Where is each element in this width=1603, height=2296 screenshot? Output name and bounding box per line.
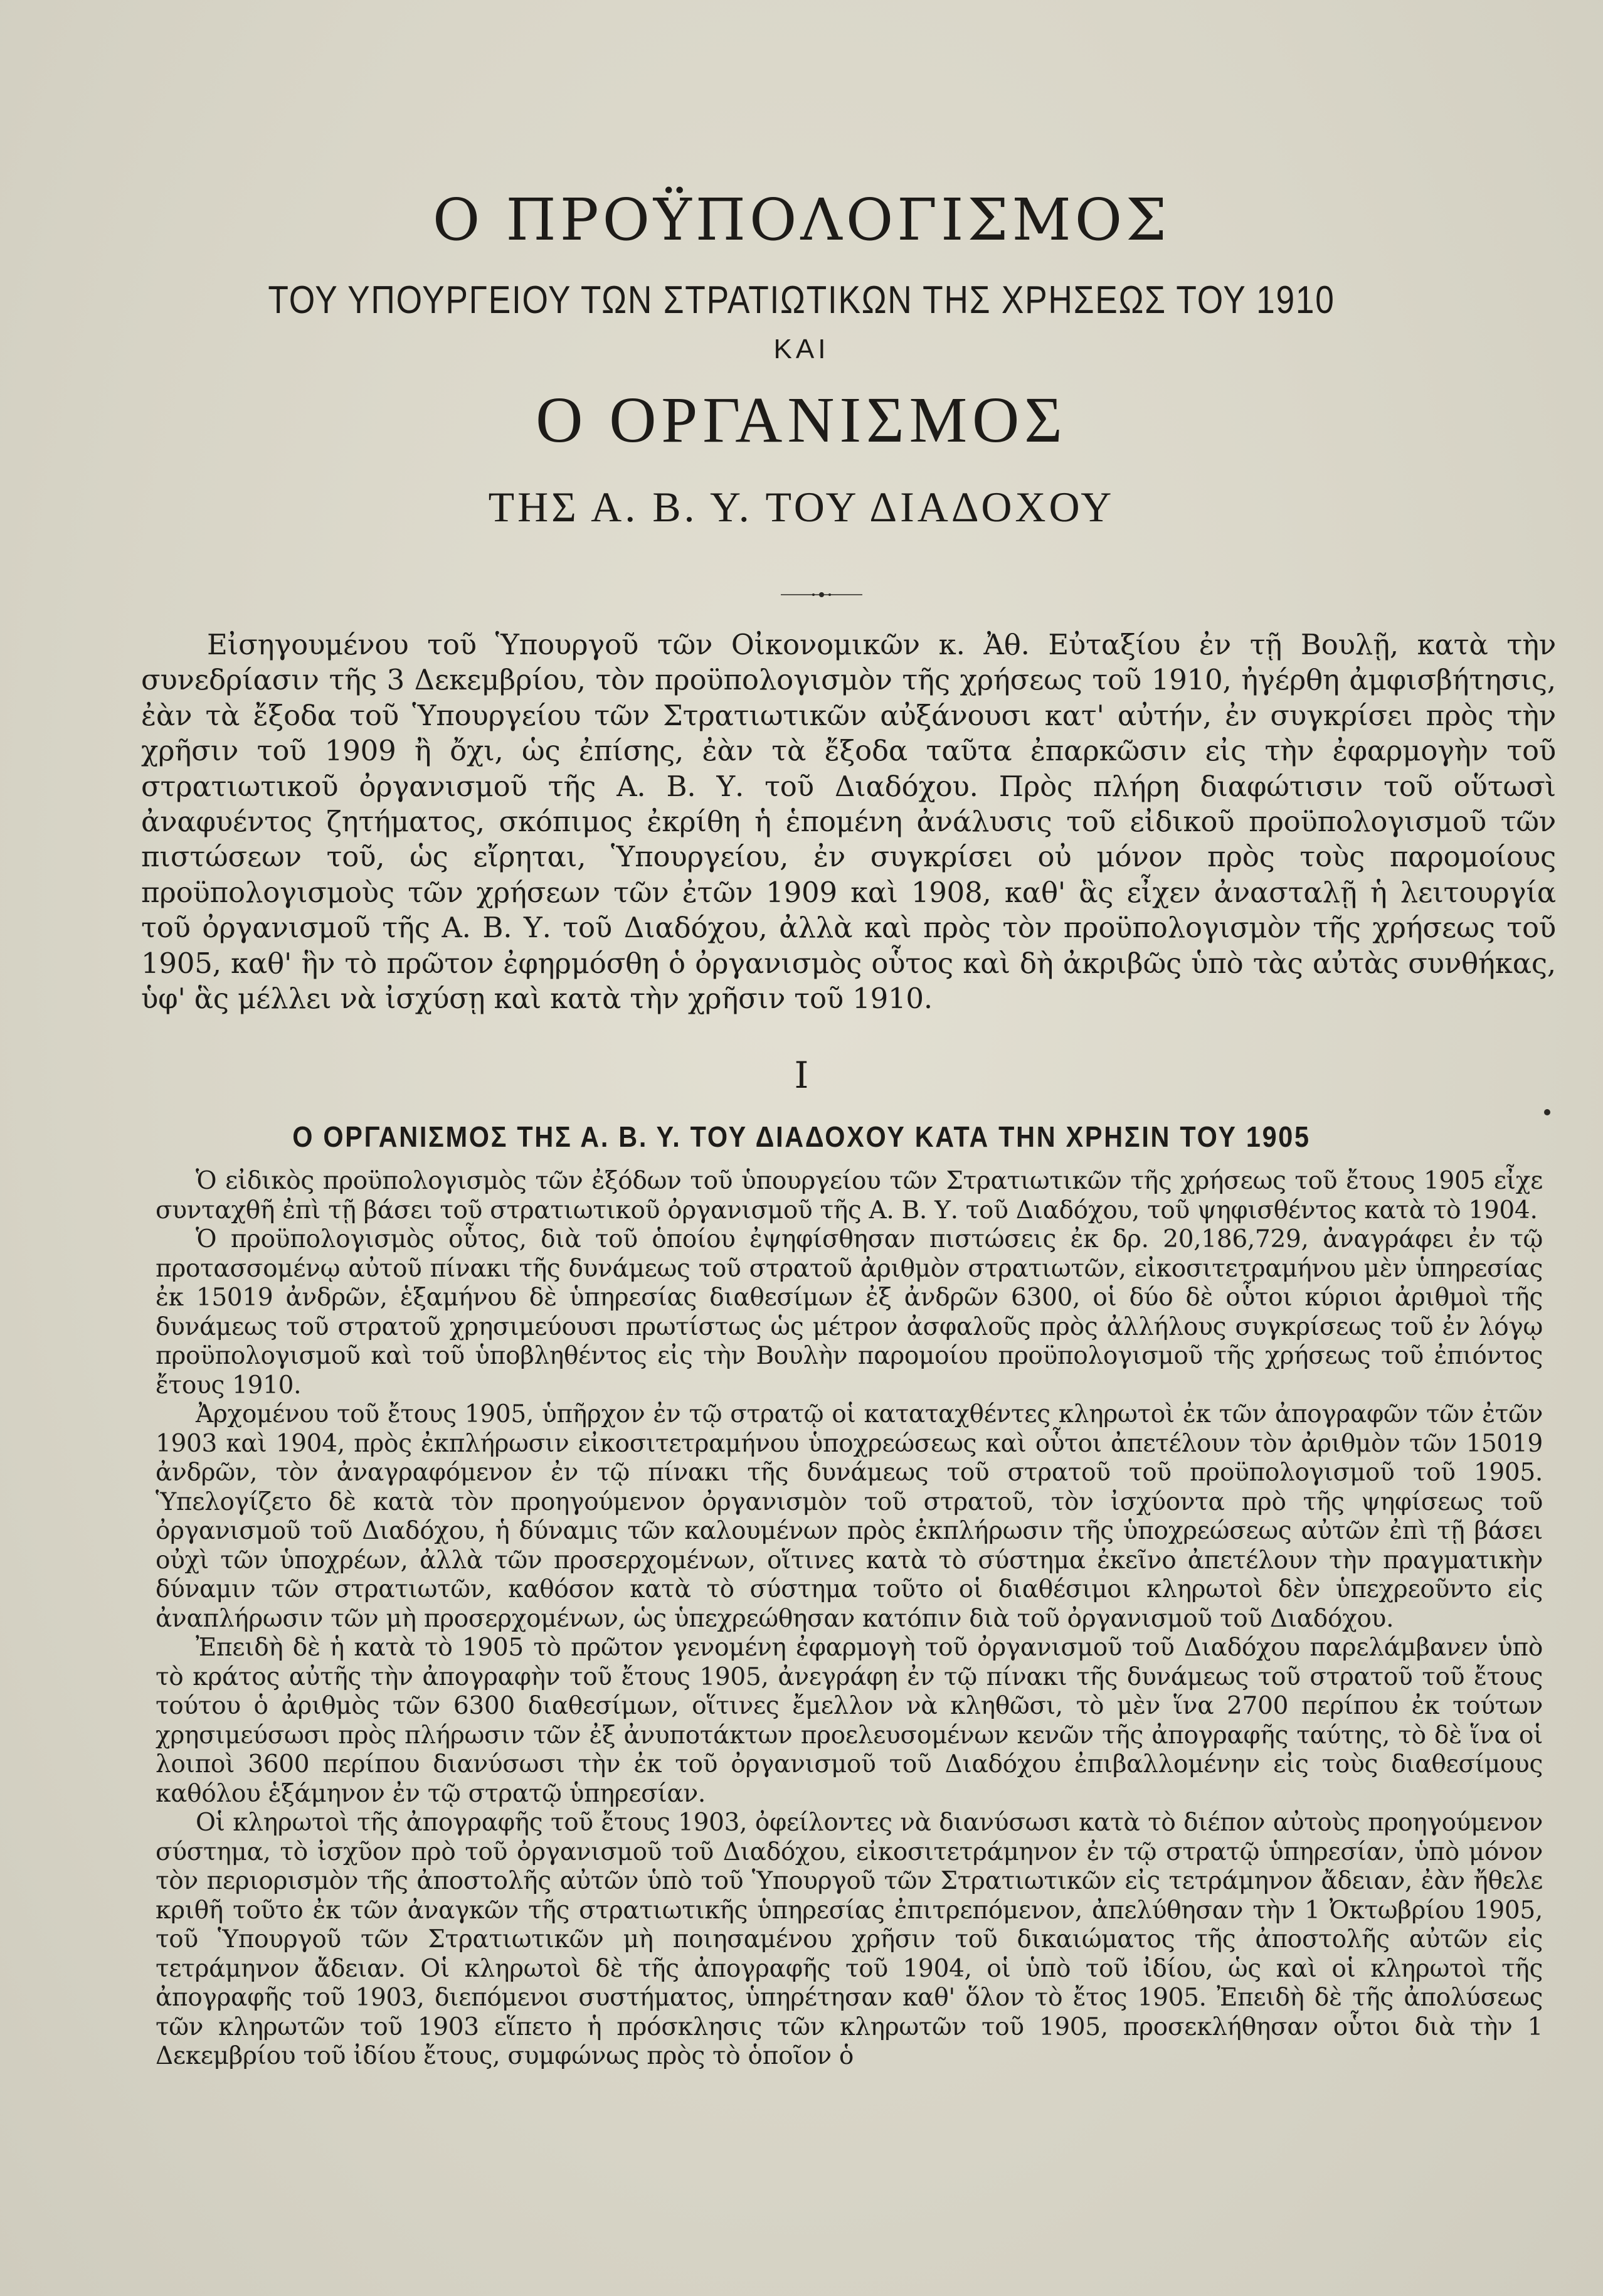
ornament-divider bbox=[781, 590, 862, 600]
section-heading: Ο ΟΡΓΑΝΙΣΜΟΣ ΤΗΣ Α. Β. Υ. ΤΟΥ ΔΙΑΔΟΧΟΥ ΚΑΤΑ ΤΗΝ ΧΡΗΣΙΝ ΤΟΥ 1905 bbox=[292, 1120, 1311, 1153]
second-subtitle: ΤΗΣ Α. Β. Υ. ΤΟΥ ΔΙΑΔΟΧΟΥ bbox=[488, 483, 1115, 531]
second-title: Ο ΟΡΓΑΝΙΣΜΟΣ bbox=[536, 384, 1067, 457]
main-title: Ο ΠΡΟΫΠΟΛΟΓΙΣΜΟΣ bbox=[432, 186, 1171, 253]
section-body bbox=[156, 1167, 1543, 2071]
paragraph: Ἀρχομένου τοῦ ἔτους 1905, ὑπῆρχον ἐν τῷ στρατῷ οἱ καταταχθέντες κληρωτοὶ ἐκ τῶν ἀπογραφῶν τῶν ἐτῶν 1903 καὶ 1904, πρὸς ἐκπλήρωσιν εἰκοσιτετραμήνου ὑποχρεώσεως καὶ οὗτοι ἀπετέλουν τὸν ἀριθμὸν τῶν 15019 ἀνδρῶν, τὸν ἀναγραφόμενον ἐν τῷ πίνακι τῆς δυνάμεως τοῦ στρατοῦ τοῦ προϋπολογισμοῦ τοῦ 1905. Ὑπελογίζετο δὲ κατὰ τὸν προηγούμενον ὀργανισμὸν τοῦ στρατοῦ, τὸν ἰσχύοντα πρὸ τῆς ψηφίσεως τοῦ ὀργανισμοῦ τοῦ Διαδόχου, ἡ δύναμις τῶν καλουμένων πρὸς ἐκπλήρωσιν τῆς ὑποχρεώσεως αὐτῶν ἐπὶ τῇ βάσει οὐχὶ τῶν ὑποχρέων, ἀλλὰ τῶν προσερχομένων, οἵτινες κατὰ τὸ σύστημα ἐκεῖνο ἀπετέλουν τὴν πραγματικὴν δύναμιν τῶν στρατιωτῶν, καθόσον κατὰ τὸ σύστημα τοῦτο οἱ διαθέσιμοι κληρωτοὶ δὲν ὑπεχρεοῦντο εἰς ἀναπλήρωσιν τῶν μὴ προσερχομένων, ὡς ὑπεχρεώθησαν κατόπιν διὰ τοῦ ὀργανισμοῦ τοῦ Διαδόχου. bbox=[156, 1400, 1543, 1633]
paragraph: Ἐπειδὴ δὲ ἡ κατὰ τὸ 1905 τὸ πρῶτον γενομένη ἐφαρμογὴ τοῦ ὀργανισμοῦ τοῦ Διαδόχου παρελάμβανεν ὑπὸ τὸ κράτος αὐτῆς τὴν ἀπογραφὴν τοῦ ἔτους 1905, ἀνεγράφη ἐν τῷ πίνακι τῆς δυνάμεως τοῦ στρατοῦ τοῦ ἔτους τούτου ὁ ἀριθμὸς τῶν 6300 διαθεσίμων, οἵτινες ἔμελλον νὰ κληθῶσι, τὸ μὲν ἵνα 2700 περίπου ἐκ τούτων χρησιμεύσωσι πρὸς πλήρωσιν τῶν ἐξ ἀνυποτάκτων προελευσομένων κενῶν τῆς ἀπογραφῆς ταύτης, τὸ δὲ ἵνα οἱ λοιποὶ 3600 περίπου διανύσωσι τὴν ἐκ τοῦ ὀργανισμοῦ τοῦ Διαδόχου ἐπιβαλλομένην εἰς τοὺς διαθεσίμους καθόλου ἑξάμηνον ἐν τῷ στρατῷ ὑπηρεσίαν. bbox=[156, 1634, 1543, 1808]
subtitle: ΤΟΥ ΥΠΟΥΡΓΕΙΟΥ ΤΩΝ ΣΤΡΑΤΙΩΤΙΚΩΝ ΤΗΣ ΧΡΗΣΕΩΣ ΤΟΥ 1910 bbox=[268, 279, 1335, 322]
intro-paragraph: Εἰσηγουμένου τοῦ Ὑπουργοῦ τῶν Οἰκονομικῶν κ. Ἀθ. Εὐταξίου ἐν τῇ Βουλῇ, κατὰ τὴν συνεδρίασιν τῆς 3 Δεκεμβρίου, τὸν προϋπολογισμὸν τῆς χρήσεως τοῦ 1910, ἠγέρθη ἀμφισβήτησις, ἐὰν τὰ ἔξοδα τοῦ Ὑπουργείου τῶν Στρατιωτικῶν αὐξάνουσι κατ' αὐτήν, ἐν συγκρίσει πρὸς τὴν χρῆσιν τοῦ 1909 ἢ ὄχι, ὡς ἐπίσης, ἐὰν τὰ ἔξοδα ταῦτα ἐπαρκῶσιν εἰς τὴν ἐφαρμογὴν τοῦ στρατιωτικοῦ ὀργανισμοῦ τῆς Α. Β. Υ. τοῦ Διαδόχου. Πρὸς πλήρη διαφώτισιν τοῦ οὕτωσὶ ἀναφυέντος ζητήματος, σκόπιμος ἐκρίθη ἡ ἑπομένη ἀνάλυσις τοῦ εἰδικοῦ προϋπολογισμοῦ τῶν πιστώσεων τοῦ, ὡς εἴρηται, Ὑπουργείου, ἐν συγκρίσει οὐ μόνον πρὸς τοὺς παρομοίους προϋπολογισμοὺς τῶν χρήσεων τῶν ἐτῶν 1909 καὶ 1908, καθ' ἃς εἶχεν ἀνασταλῇ ἡ λειτουργία τοῦ ὀργανισμοῦ τῆς Α. Β. Υ. τοῦ Διαδόχου, ἀλλὰ καὶ πρὸς τὸν προϋπολογισμὸν τῆς χρήσεως τοῦ 1905, καθ' ἣν τὸ πρῶτον ἐφηρμόσθη ὁ ὀργανισμὸς οὗτος καὶ δὴ ἀκριβῶς ὑπὸ τὰς αὐτὰς συνθήκας, ὑφ' ἃς μέλλει νὰ ἰσχύσῃ καὶ κατὰ τὴν χρῆσιν τοῦ 1910. bbox=[141, 628, 1556, 1016]
section-numeral: I bbox=[794, 1054, 809, 1097]
paragraph: Ὁ προϋπολογισμὸς οὗτος, διὰ τοῦ ὁποίου ἐψηφίσθησαν πιστώσεις ἐκ δρ. 20,186,729, ἀναγράφει ἐν τῷ προτασσομένῳ αὐτοῦ πίνακι τῆς δυνάμεως τοῦ στρατοῦ ἀριθμὸν στρατιωτῶν, εἰκοσιτετραμήνου μὲν ὑπηρεσίας ἐκ 15019 ἀνδρῶν, ἑξαμήνου δὲ ὑπηρεσίας διαθεσίμων ἐξ ἀνδρῶν 6300, οἱ δύο δὲ οὗτοι κύριοι ἀριθμοὶ τῆς δυνάμεως τοῦ στρατοῦ χρησιμεύουσι πρωτίστως ὡς μέτρον ἀσφαλοῦς πρὸς ἀλλήλους συγκρίσεως τοῦ ἐν λόγῳ προϋπολογισμοῦ καὶ τοῦ ὑποβληθέντος εἰς τὴν Βουλὴν παρομοίου προϋπολογισμοῦ τῆς χρήσεως τοῦ ἐπιόντος ἔτους 1910. bbox=[156, 1225, 1543, 1400]
paragraph: Οἱ κληρωτοὶ τῆς ἀπογραφῆς τοῦ ἔτους 1903, ὀφείλοντες νὰ διανύσωσι κατὰ τὸ διέπον αὐτοὺς προηγούμενον σύστημα, τὸ ἰσχῦον πρὸ τοῦ ὀργανισμοῦ τοῦ Διαδόχου, εἰκοσιτετράμηνον ἐν τῷ στρατῷ ὑπηρεσίαν, ὑπὸ μόνον τὸν περιορισμὸν τῆς ἀποστολῆς αὐτῶν ὑπὸ τοῦ Ὑπουργοῦ τῶν Στρατιωτικῶν εἰς τετράμηνον ἄδειαν, ἐὰν ἤθελε κριθῆ τοῦτο ἐκ τῶν ἀναγκῶν τῆς στρατιωτικῆς ὑπηρεσίας ἐπιτρεπόμενον, ἀπελύθησαν τὴν 1 Ὀκτωβρίου 1905, τοῦ Ὑπουργοῦ τῶν Στρατιωτικῶν μὴ ποιησαμένου χρῆσιν τοῦ δικαιώματος τῆς ἀποστολῆς αὐτῶν εἰς τετράμηνον ἄδειαν. Οἱ κληρωτοὶ δὲ τῆς ἀπογραφῆς τοῦ 1904, οἱ ὑπὸ τοῦ ἰδίου, ὡς καὶ οἱ κληρωτοὶ τῆς ἀπογραφῆς τοῦ 1903, διεπόμενοι συστήματος, ὑπηρέτησαν καθ' ὅλον τὸ ἔτος 1905. Ἐπειδὴ δὲ τῆς ἀπολύσεως τῶν κληρωτῶν τοῦ 1903 εἵπετο ἡ πρόσκλησις τῶν κληρωτῶν τοῦ 1905, προσεκλήθησαν οὗτοι διὰ τὴν 1 Δεκεμβρίου τοῦ ἰδίου ἔτους, συμφώνως πρὸς τὸ ὁποῖον ὁ bbox=[156, 1809, 1543, 2070]
title-block bbox=[0, 188, 1603, 532]
conjunction: ΚΑΙ bbox=[773, 334, 830, 365]
ink-dot bbox=[1544, 1109, 1550, 1115]
paragraph: Ὁ εἰδικὸς προϋπολογισμὸς τῶν ἐξόδων τοῦ ὑπουργείου τῶν Στρατιωτικῶν τῆς χρήσεως τοῦ ἔτους 1905 εἶχε συνταχθῆ ἐπὶ τῇ βάσει τοῦ στρατιωτικοῦ ὀργανισμοῦ τῆς Α. Β. Υ. τοῦ Διαδόχου, τοῦ ψηφισθέντος κατὰ τὸ 1904. bbox=[156, 1167, 1543, 1225]
